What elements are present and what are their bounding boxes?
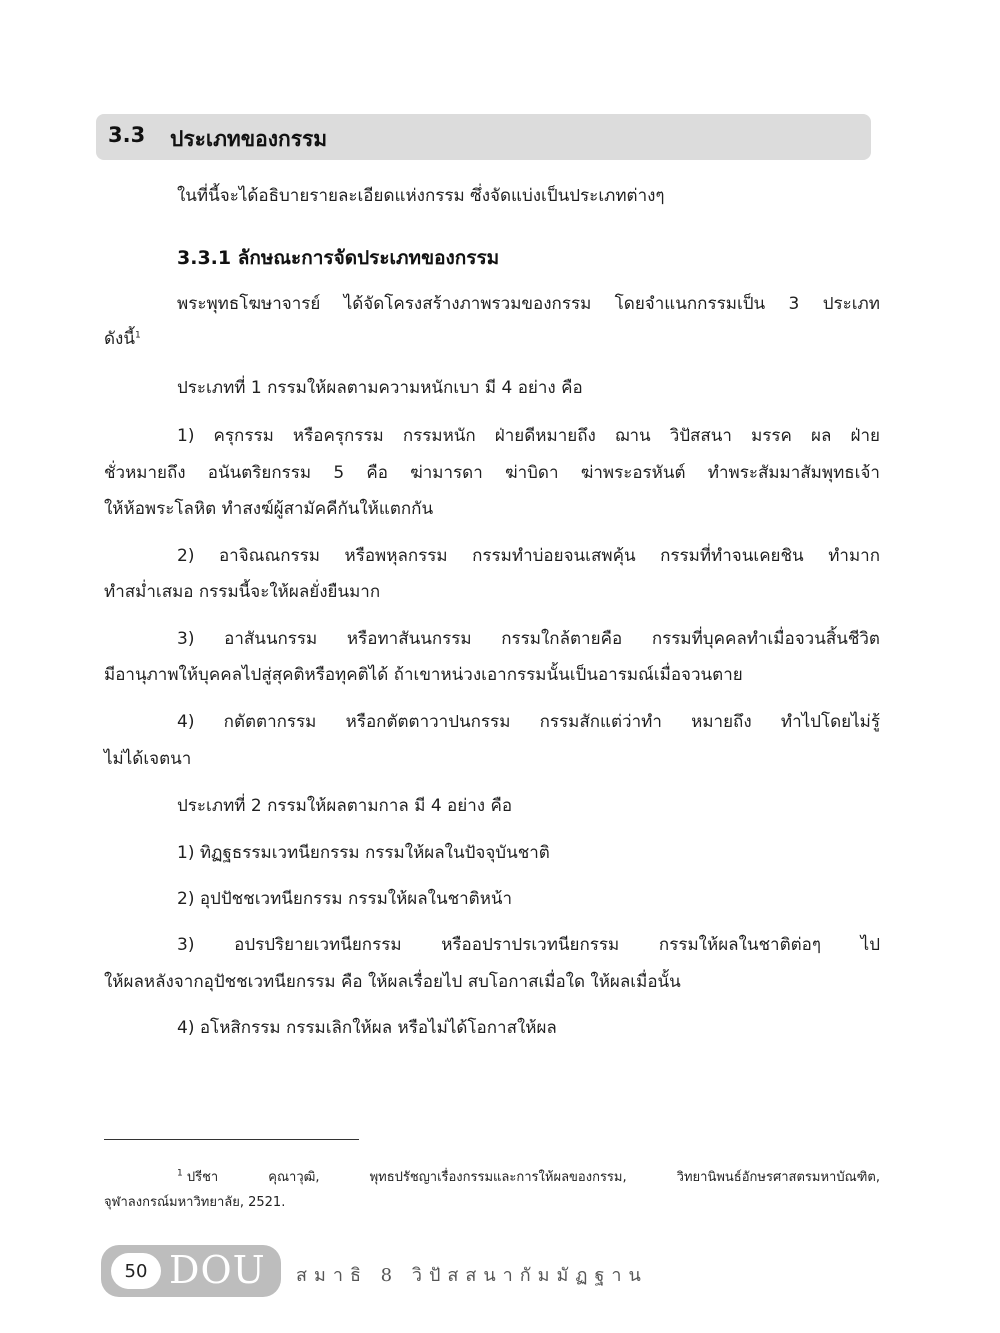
- footnote-line2: จุฬาลงกรณ์มหาวิทยาลัย, 2521.: [104, 1195, 286, 1210]
- type1-heading: ประเภทที่ 1 กรรมให้ผลตามความหนักเบา มี 4 อย่าง คือ: [177, 378, 583, 398]
- book-title: สมาธิ 8 วิปัสสนากัมมัฏฐาน: [296, 1265, 648, 1286]
- type1-item3-line2: มีอานุภาพให้บุคคลไปสู่สุคติหรือทุคติได้ ถ้าเขาหน่วงเอากรรมนั้นเป็นอารมณ์เมื่อจวนตาย: [104, 665, 743, 685]
- type1-item3-line1: 3) อาสันนกรรม หรือทาสันนกรรม กรรมใกล้ตายคือ กรรมที่บุคคลทำเมื่อจวนสิ้นชีวิต: [177, 629, 880, 649]
- section-header: [96, 114, 871, 160]
- type1-item2-line2: ทำสม่ำเสมอ กรรมนี้จะให้ผลยั่งยืนมาก: [104, 582, 381, 602]
- type1-item1-line3: ให้ห้อพระโลหิต ทำสงฆ์ผู้สามัคคีกันให้แตกกัน: [104, 499, 434, 519]
- intro-text: ในที่นี้จะได้อธิบายรายละเอียดแห่งกรรม ซึ่งจัดแบ่งเป็นประเภทต่างๆ: [177, 186, 665, 206]
- type2-heading: ประเภทที่ 2 กรรมให้ผลตามกาล มี 4 อย่าง คือ: [177, 796, 513, 816]
- footnote-marker: 1: [177, 1168, 183, 1179]
- type1-item4-line2: ไม่ได้เจตนา: [104, 749, 192, 769]
- footnote-line1: $^1$ ปรีชา คุณาวุฒิ, พุทธปรัชญาเรื่องกรรมและการให้ผลของกรรม, วิทยานิพนธ์อักษรศาสตรมหาบัณฑิต,: [177, 1168, 880, 1185]
- footnote-ref[interactable]: 1: [134, 330, 141, 341]
- para1-line2: ดังนี้$^1$: [104, 329, 141, 349]
- section-title: ประเภทของกรรม: [170, 127, 328, 151]
- dou-logo: DOU: [169, 1248, 266, 1292]
- footnote-divider: [104, 1139, 359, 1140]
- footer-badge: [101, 1245, 281, 1297]
- type1-item1-line2: ชั่วหมายถึง อนันตริยกรรม 5 คือ ฆ่ามารดา ฆ่าบิดา ฆ่าพระอรหันต์ ทำพระสัมมาสัมพุทธเจ้า: [104, 463, 880, 483]
- type2-item3-line2: ให้ผลหลังจากอุปัชชเวทนียกรรม คือ ให้ผลเรื่อยไป สบโอกาสเมื่อใด ให้ผลเมื่อนั้น: [104, 972, 681, 992]
- para1-line1: พระพุทธโฆษาจารย์ ได้จัดโครงสร้างภาพรวมของกรรม โดยจำแนกกรรมเป็น 3 ประเภท: [177, 294, 880, 314]
- type2-item3-line1: 3) อปรปริยายเวทนียกรรม หรืออปราปรเวทนียกรรม กรรมให้ผลในชาติต่อๆ ไป: [177, 935, 880, 955]
- type1-item2-line1: 2) อาจิณณกรรม หรือพหุลกรรม กรรมทำบ่อยจนเสพคุ้น กรรมที่ทำจนเคยชิน ทำมาก: [177, 546, 880, 566]
- type2-item4: 4) อโหสิกรรม กรรมเลิกให้ผล หรือไม่ได้โอกาสให้ผล: [177, 1018, 557, 1038]
- type2-item2: 2) อุปปัชชเวทนียกรรม กรรมให้ผลในชาติหน้า: [177, 889, 513, 909]
- type1-item1-line1: 1) ครุกรรม หรือครุกรรม กรรมหนัก ฝ่ายดีหมายถึง ฌาน วิปัสสนา มรรค ผล ฝ่าย: [177, 426, 880, 446]
- page-number: 50: [111, 1253, 161, 1289]
- type2-item1: 1) ทิฏฐธรรมเวทนียกรรม กรรมให้ผลในปัจจุบันชาติ: [177, 843, 550, 863]
- subsection-title: 3.3.1 ลักษณะการจัดประเภทของกรรม: [177, 247, 500, 269]
- section-number: 3.3: [108, 123, 146, 147]
- type1-item4-line1: 4) กตัตตากรรม หรือกตัตตาวาปนกรรม กรรมสักแต่ว่าทำ หมายถึง ทำไปโดยไม่รู้: [177, 712, 880, 732]
